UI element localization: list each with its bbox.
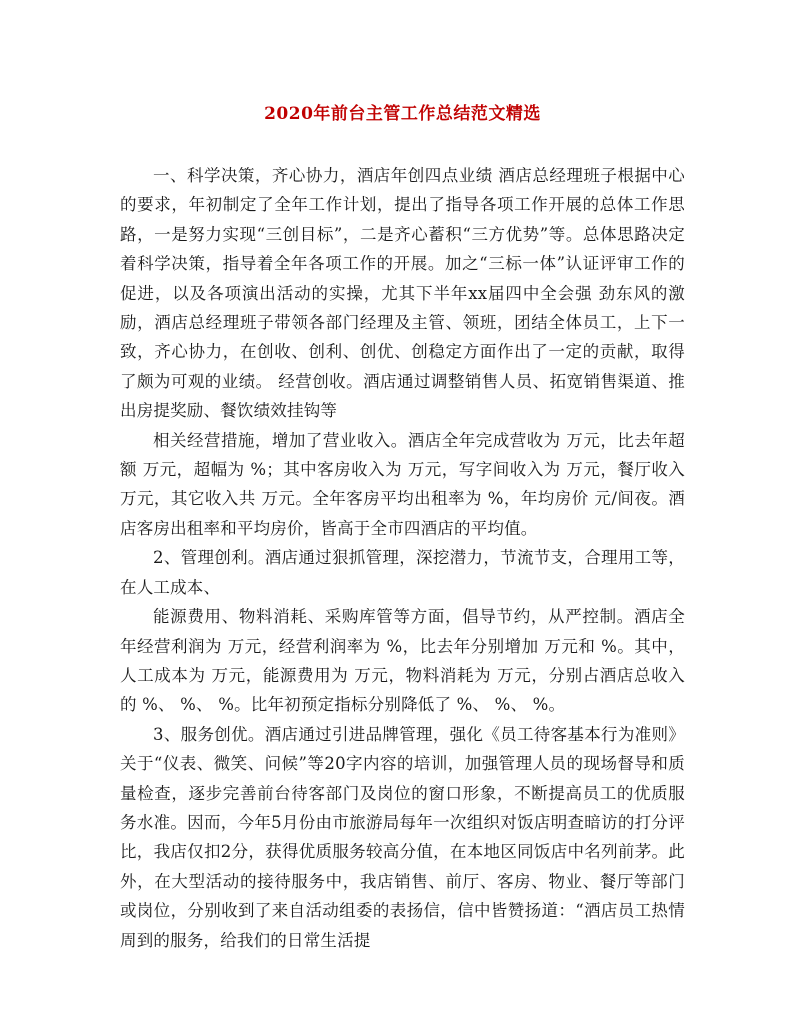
paragraph-5: 3、服务创优。酒店通过引进品牌管理，强化《员工待客基本行为准则》关于“仪表、微笑、问候”等20字内容的培训，加强管理人员的现场督导和质量检查，逐步完善前台待客部门及岗位的窗口形象，不断提高员工的优质服务水准。因而，今年5月份由市旅游局每年一次组织对饭店明查暗访的打分评比，我店仅扣2分，获得优质服务较高分值，在本地区同饭店中名列前茅。此外，在大型活动的接待服务中，我店销售、前厅、客房、物业、餐厅等部门或岗位，分别收到了来自活动组委的表扬信，信中皆赞扬道：“酒店员工热情周到的服务，给我们的日常生活提: [120, 724, 685, 950]
paragraph-1: 一、科学决策，齐心协力，酒店年创四点业绩 酒店总经理班子根据中心的要求，年初制定了全年工作计划，提出了指导各项工作开展的总体工作思路，一是努力实现“三创目标”，二是齐心蓄积“三方优势”等。总体思路决定着科学决策，指导着全年各项工作的开展。加之“三标一体”认证评审工作的促进，以及各项演出活动的实操，尤其下半年xx届四中全会强 劲东风的激励，酒店总经理班子带领各部门经理及主管、领班，团结全体员工，上下一致，齐心协力，在创收、创利、创优、创稳定方面作出了一定的贡献，取得了颇为可观的业绩。 经营创收。酒店通过调整销售人员、拓宽销售渠道、推出房提奖励、餐饮绩效挂钩等: [120, 166, 685, 421]
document-body: [120, 161, 685, 955]
paragraph-4: 能源费用、物料消耗、采购库管等方面，倡导节约，从严控制。酒店全年经营利润为 万元，经营利润率为 %，比去年分别增加 万元和 %。其中，人工成本为 万元，能源费用为 万元，物料消耗为 万元，分别占酒店总收入的 %、 %、 %。比年初预定指标分别降低了 %、 %、 %。: [120, 607, 685, 715]
paragraph-2: 相关经营措施，增加了营业收入。酒店全年完成营收为 万元，比去年超额 万元，超幅为 %；其中客房收入为 万元，写字间收入为 万元，餐厅收入 万元，其它收入共 万元。全年客房平均出租率为 %，年均房价 元/间夜。酒店客房出租率和平均房价，皆高于全市四酒店的平均值。: [120, 430, 685, 538]
paragraph-3: 2、管理创利。酒店通过狠抓管理，深挖潜力，节流节支，合理用工等，在人工成本、: [120, 548, 685, 597]
document-title: 2020年前台主管工作总结范文精选: [264, 104, 541, 124]
